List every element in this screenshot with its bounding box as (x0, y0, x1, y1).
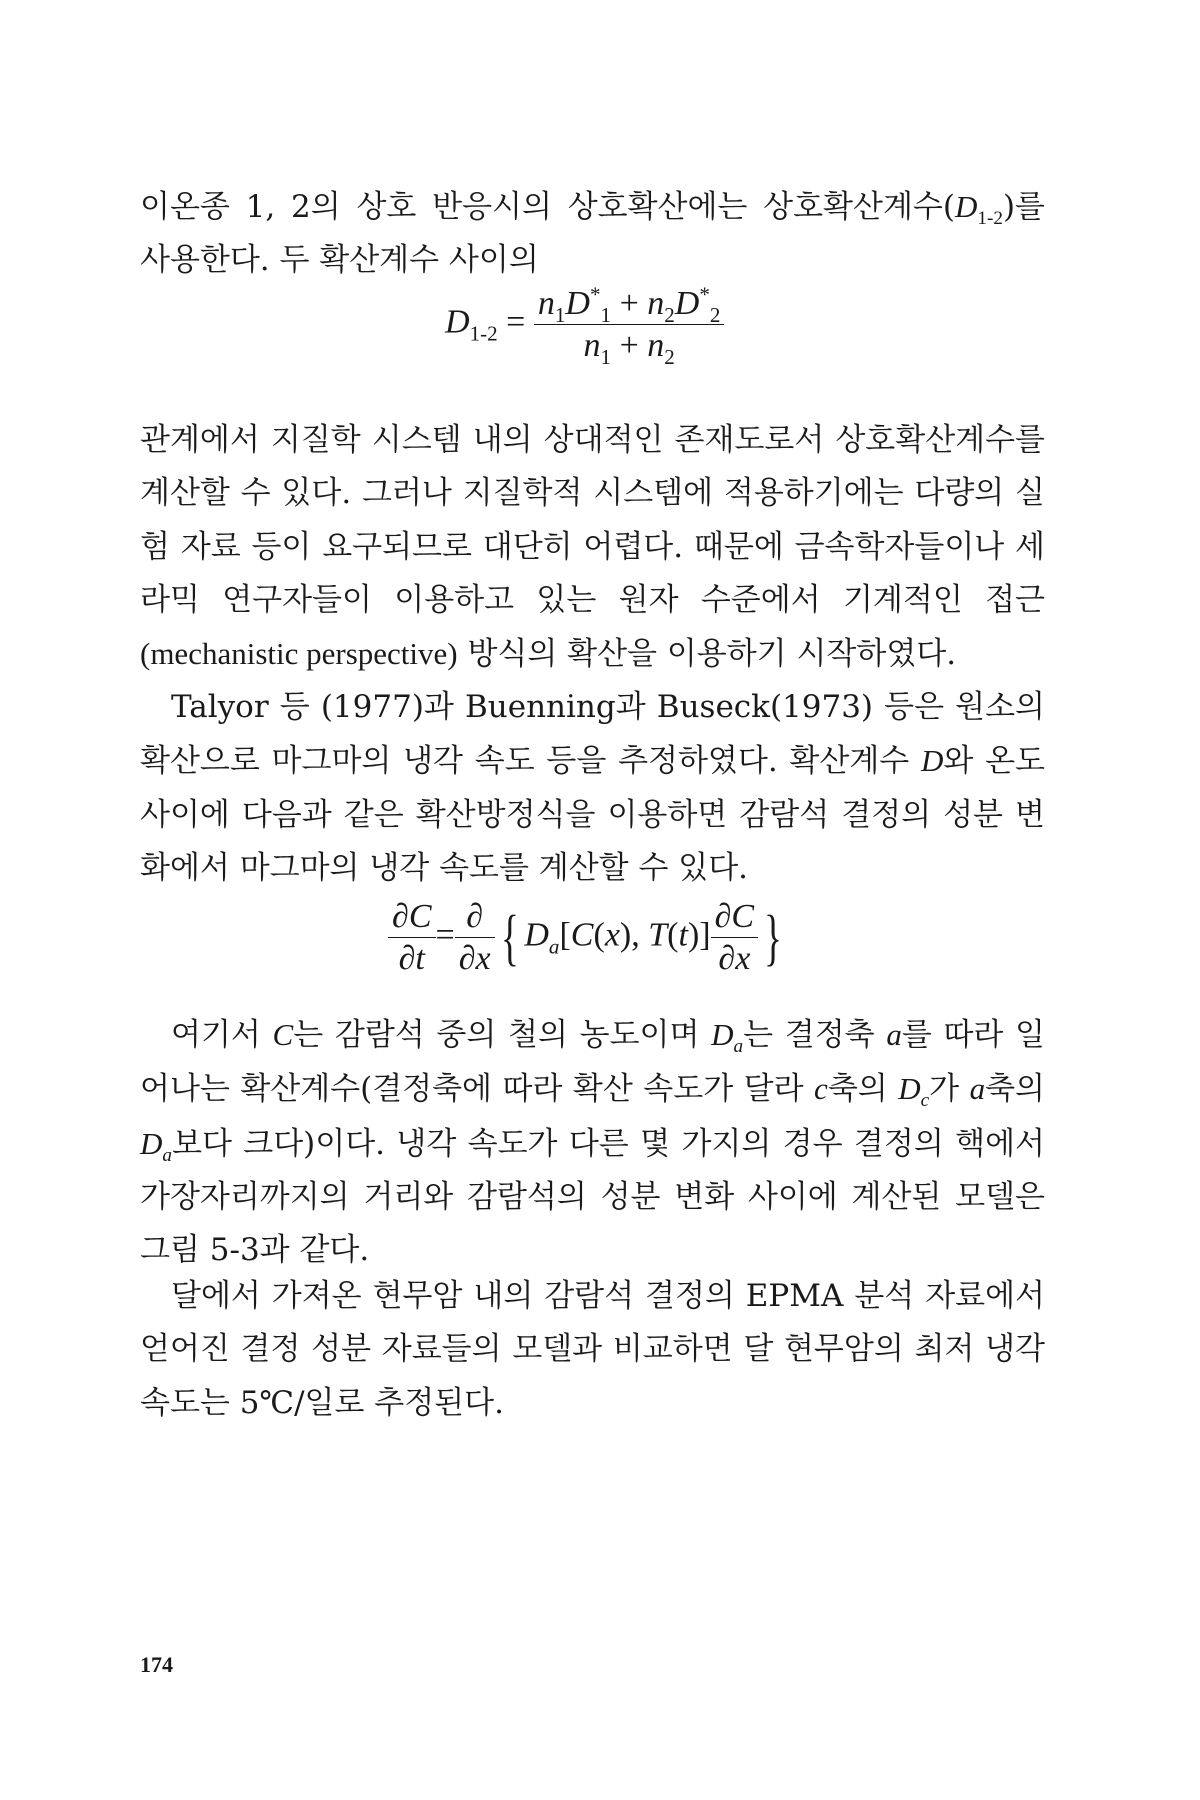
paragraph-2: 관계에서 지질학 시스템 내의 상대적인 존재도로서 상호확산계수를 계산할 수 있다. 그러나 지질학적 시스템에 적용하기에는 다량의 실험 자료 등이 요구되므로 대단히 어렵다. 때문에 금속학자들이나 세라믹 연구자들이 이용하고 있는 원자 수준에서 기계적인 접근(mechanistic perspective) 방식의 확산을 이용하기 시작하였다. (140, 422, 1045, 673)
equation-fraction (534, 282, 725, 370)
fraction-denominator: $n_1 + n_2$ (583, 327, 675, 370)
paragraph-1: 이온종 1, 2의 상호 반응시의 상호확산에는 상호확산계수$(D_{1-2})$를 사용한다. 두 확산계수 사이의 (140, 189, 1045, 279)
page-number: 174 (140, 1652, 173, 1677)
equation-interdiffusion: $D_{1-2}$ = $\frac{n_1D^*_1 + n_2D^*_2}{n_1 + n_2}$ (445, 285, 724, 365)
paragraph-4: 여기서 C는 감람석 중의 철의 농도이며 $D_a$는 결정축 a를 따라 일어나는 확산계수(결정축에 따라 확산 속도가 달라 c축의 $D_c$가 a축의 $D_a$보다 크다)이다. 냉각 속도가 다른 몇 가지의 경우 결정의 핵에서 가장자리까지의 거리와 감람석의 성분 변화 사이에 계산된 모델은 그림 5-3과 같다. (140, 1017, 1046, 1269)
paragraph-5: 달에서 가져온 현무암 내의 감람석 결정의 EPMA 분석 자료에서 얻어진 결정 성분 자료들의 모델과 비교하면 달 현무암의 최저 냉각 속도는 5℃/일로 추정된다. (140, 1278, 1045, 1421)
paragraph-3: Talyor 등 (1977)과 Buenning과 Buseck(1973) 등은 원소의 확산으로 마그마의 냉각 속도 등을 추정하였다. 확산계수 D와 온도 사이에 다음과 같은 확산방정식을 이용하면 감람석 결정의 성분 변화에서 마그마의 냉각 속도를 계산할 수 있다. (140, 689, 1045, 886)
fraction-numerator: $n_1D^*_1 + n_2D^*_2$ (534, 285, 725, 325)
equation-diffusion: $\frac{\partial C}{\partial t}$ = $\frac{\partial}{\partial x}$ { $D_a[C(x)$, T(t)] $\frac{\partial C}{\partial x}$ } (388, 898, 788, 978)
